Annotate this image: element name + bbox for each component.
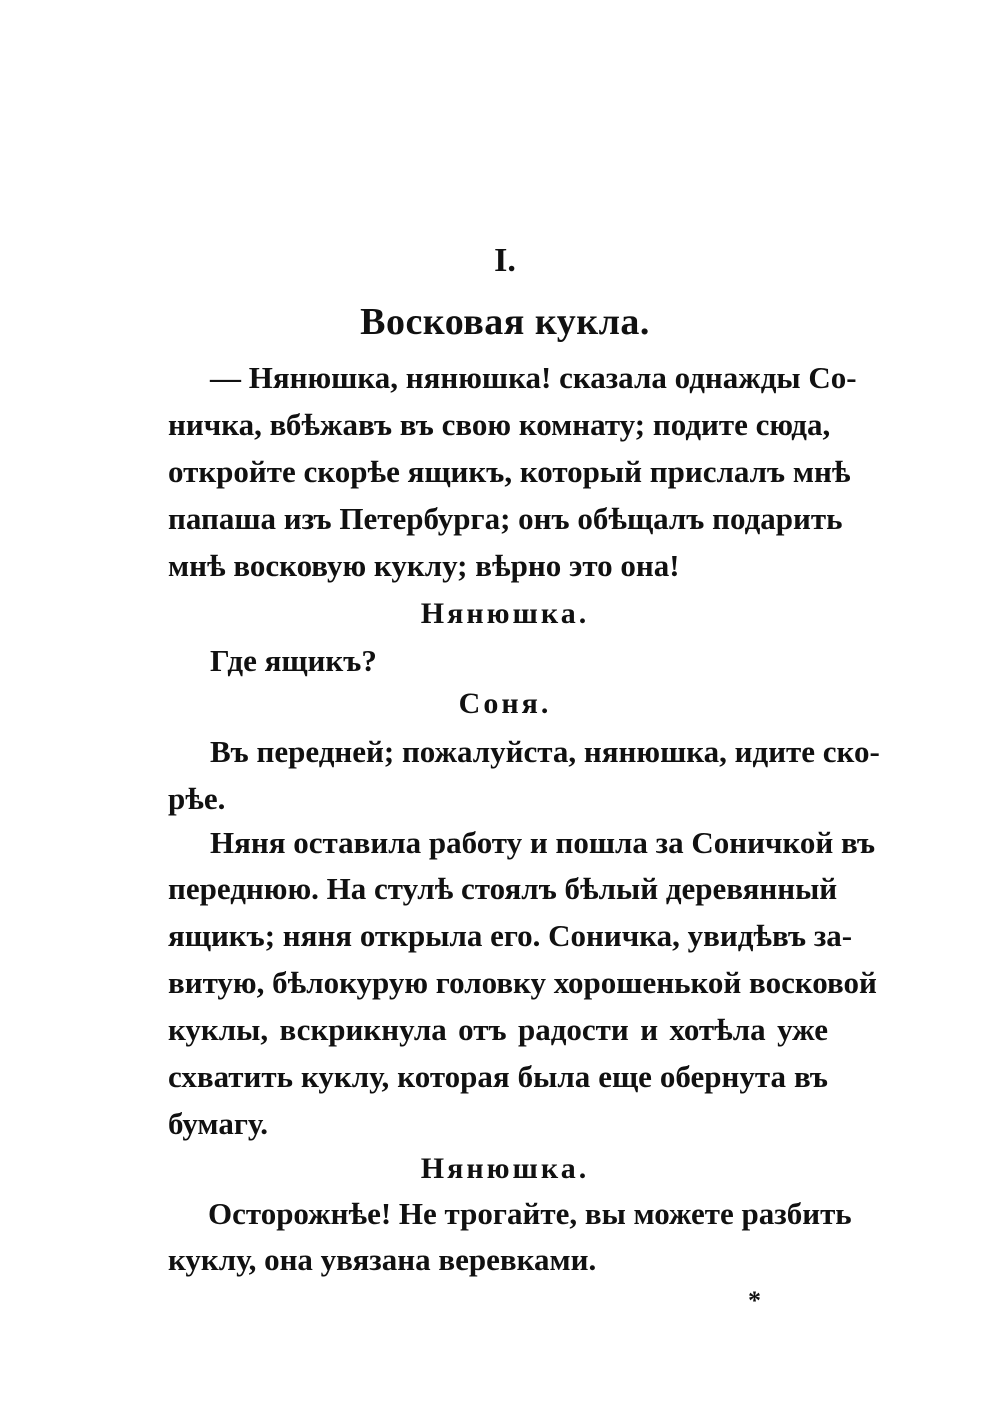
text-line: куклу, она увязана веревками. bbox=[168, 1242, 597, 1277]
text-line: Въ передней; пожалуйста, нянюшка, идите ско- bbox=[210, 734, 880, 769]
text-line: Няня оставила работу и пошла за Соничкой въ bbox=[210, 825, 876, 860]
chapter-title: Восковая кукла. bbox=[360, 301, 650, 343]
text-line: куклы, вскрикнула отъ радости и хотѣла уже bbox=[168, 1012, 828, 1047]
text-line: бумагу. bbox=[168, 1106, 269, 1141]
text-line: рѣе. bbox=[168, 781, 226, 816]
text-line: витую, бѣлокурую головку хорошенькой восковой bbox=[168, 965, 877, 1000]
text-line: мнѣ восковую куклу; вѣрно это она! bbox=[168, 548, 680, 583]
text-line: ящикъ; няня открыла его. Соничка, увидѣвъ за- bbox=[168, 918, 853, 953]
text-line: Где ящикъ? bbox=[210, 643, 377, 678]
text-line: переднюю. На стулѣ стоялъ бѣлый деревянный bbox=[168, 871, 838, 906]
footnote-asterisk: * bbox=[748, 1286, 761, 1315]
speaker-name: Нянюшка. bbox=[420, 1152, 590, 1185]
speaker-name: Нянюшка. bbox=[420, 597, 590, 630]
chapter-number: I. bbox=[494, 242, 516, 279]
text-line: схватить куклу, которая была еще обернута въ bbox=[168, 1059, 828, 1094]
speaker-name: Соня. bbox=[458, 687, 552, 720]
text-line: папаша изъ Петербурга; онъ обѣщалъ подарить bbox=[168, 501, 843, 536]
text-line: ничка, вбѣжавъ въ свою комнату; подите сюда, bbox=[168, 407, 831, 442]
text-line: Осторожнѣе! Не трогайте, вы можете разбить bbox=[208, 1196, 852, 1231]
text-line: откройте скорѣе ящикъ, который прислалъ мнѣ bbox=[168, 454, 851, 489]
text-line: — Нянюшка, нянюшка! сказала однажды Со- bbox=[210, 360, 857, 395]
